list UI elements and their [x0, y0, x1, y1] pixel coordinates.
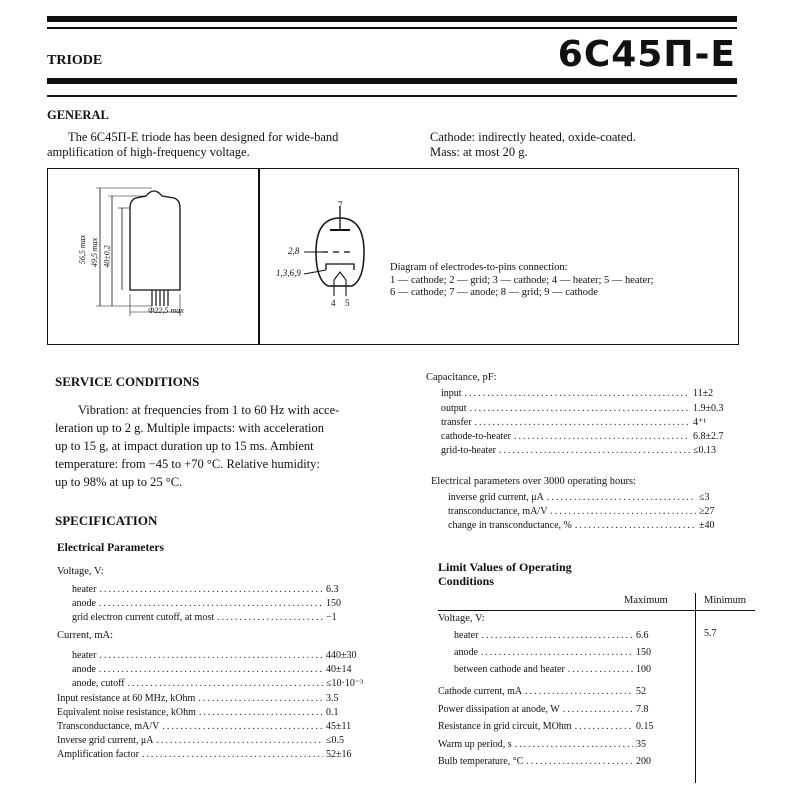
- service-line-2: leration up to 2 g. Multiple impacts: with acceleration: [55, 421, 325, 435]
- spec-param-row: Equivalent noise resistance, kOhm ..... 0.1: [57, 707, 372, 718]
- pin-heater-b-label: 5: [345, 298, 350, 308]
- dim-height-bulb: 40±0,2: [102, 245, 112, 268]
- capacitance-row: cathode-to-heater ..... 6.8±2.7: [441, 431, 739, 442]
- mass-info: Mass: at most 20 g.: [430, 145, 528, 159]
- top-rule-thin: [47, 27, 737, 29]
- spec-param-row: Transconductance, mA/V ..... 45±11: [57, 721, 372, 732]
- limits-voltage-row: anode ..... 150: [454, 647, 694, 658]
- spec-voltage-title: Voltage, V:: [57, 566, 104, 577]
- figure-divider: [258, 168, 260, 345]
- spec-subheading: Electrical Parameters: [57, 542, 164, 554]
- limits-param-row: Warm up period, s ..... 35: [438, 739, 694, 750]
- dim-height-total: 56,5 max: [78, 234, 88, 265]
- limits-voltage-row: between cathode and heater ..... 100: [454, 664, 694, 675]
- pin-diagram-line1: 1 — cathode; 2 — grid; 3 — cathode; 4 — heater; 5 — heater;: [390, 275, 654, 286]
- hours-row: transconductance, mA/V ..... ≥27: [448, 506, 739, 517]
- limits-title-1: Limit Values of Operating: [438, 560, 572, 574]
- header-rule-thin: [47, 95, 737, 97]
- service-line-3: up to 15 g, at impact duration up to 15 ms. Ambient: [55, 439, 314, 453]
- limits-param-row: Cathode current, mA ..... 52: [438, 686, 694, 697]
- limits-param-row: Power dissipation at anode, W ..... 7.8: [438, 704, 694, 715]
- limits-voltage-min: 5.7: [704, 628, 717, 639]
- general-desc-2: amplification of high-frequency voltage.: [47, 145, 250, 159]
- spec-current-title: Current, mA:: [57, 630, 113, 641]
- pin-grid-label: 2,8: [288, 246, 300, 256]
- spec-voltage-row: heater ..... 6.3: [72, 584, 372, 595]
- hours-row: change in transconductance, % ..... ±40: [448, 520, 739, 531]
- dim-diameter: Ф22,5 max: [148, 306, 184, 315]
- general-desc-1: The 6С45П-Е triode has been designed for wide-band: [68, 130, 339, 144]
- capacitance-row: output ..... 1.9±0.3: [441, 403, 739, 414]
- dim-height-body: 49,5 max: [90, 237, 100, 268]
- spec-param-row: Input resistance at 60 MHz, kOhm ..... 3.5: [57, 693, 372, 704]
- service-heading: SERVICE CONDITIONS: [55, 374, 200, 389]
- spec-param-row: Inverse grid current, μA ..... ≤0.5: [57, 735, 372, 746]
- electrode-diagram: [300, 200, 380, 300]
- pin-anode-label: 7: [338, 200, 343, 210]
- capacitance-row: input ..... 11±2: [441, 388, 739, 399]
- limits-voltage-row: heater ..... 6.6: [454, 630, 694, 641]
- top-rule-thick: [47, 16, 737, 22]
- service-line-5: up to 98% at up to 25 °C.: [55, 475, 183, 489]
- spec-param-row: Amplification factor ..... 52±16: [57, 749, 372, 760]
- cathode-info: Cathode: indirectly heated, oxide-coated.: [430, 130, 636, 144]
- limits-col-max: Maximum: [624, 595, 668, 606]
- capacitance-row: transfer ..... 4⁺¹: [441, 417, 739, 428]
- pin-diagram-caption: Diagram of electrodes-to-pins connection:: [390, 262, 568, 273]
- limits-col-separator: [695, 593, 696, 783]
- header-rule-thick: [47, 78, 737, 84]
- hours-row: inverse grid current, μA ..... ≤3: [448, 492, 739, 503]
- pin-cathode-label: 1,3,6,9: [276, 268, 301, 278]
- spec-current-row: anode, cutoff ..... ≤10·10⁻³: [72, 678, 372, 689]
- limits-param-row: Resistance in grid circuit, MOhm ..... 0.15: [438, 721, 694, 732]
- spec-heading: SPECIFICATION: [55, 513, 158, 528]
- spec-current-row: heater ..... 440±30: [72, 650, 372, 661]
- service-line-4: temperature: from −45 to +70 °C. Relative humidity:: [55, 457, 320, 471]
- limits-param-row: Bulb temperature, °C ..... 200: [438, 756, 694, 767]
- spec-voltage-row: grid electron current cutoff, at most ..... −1: [72, 612, 372, 623]
- limits-title-2: Conditions: [438, 574, 495, 588]
- pin-heater-a-label: 4: [331, 298, 336, 308]
- pin-diagram-line2: 6 — cathode; 7 — anode; 8 — grid; 9 — cathode: [390, 287, 598, 298]
- tube-model: 6С45П-Е: [557, 34, 736, 75]
- spec-current-row: anode ..... 40±14: [72, 664, 372, 675]
- limits-voltage-title: Voltage, V:: [438, 613, 485, 624]
- capacitance-title: Capacitance, pF:: [426, 372, 497, 383]
- capacitance-row: grid-to-heater ..... ≤0.13: [441, 445, 739, 456]
- general-heading: GENERAL: [47, 108, 109, 122]
- tube-type: TRIODE: [47, 53, 103, 68]
- hours-title: Electrical parameters over 3000 operating hours:: [431, 476, 636, 487]
- service-line-1: Vibration: at frequencies from 1 to 60 Hz with acce-: [78, 403, 340, 417]
- limits-col-min: Minimum: [704, 595, 747, 606]
- spec-voltage-row: anode ..... 150: [72, 598, 372, 609]
- limits-header-rule: [438, 610, 755, 611]
